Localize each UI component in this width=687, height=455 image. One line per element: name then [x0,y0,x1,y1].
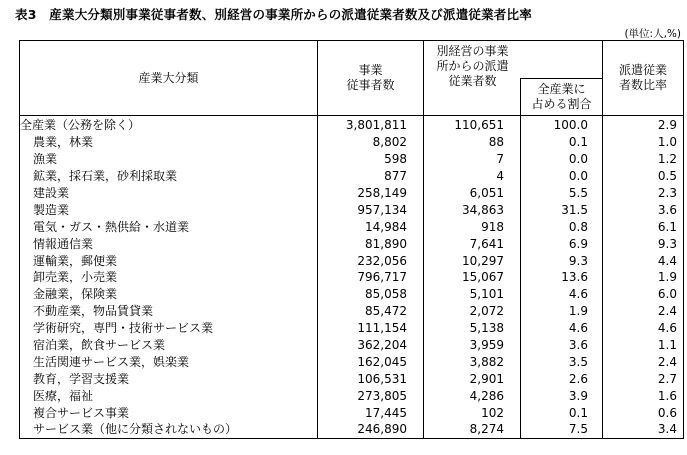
row-industry-name: 卸売業，小売業 [20,269,318,286]
row-ratio: 2.4 [603,303,684,320]
row-share: 7.5 [521,421,603,438]
row-share: 1.9 [521,303,603,320]
row-industry-name: 鉱業，採石業，砂利採取業 [20,168,318,185]
table-row [20,337,684,354]
table-row [20,387,684,404]
row-ratio: 1.1 [603,337,684,354]
row-dispatched: 10,297 [424,252,521,269]
header-share [521,79,603,116]
row-ratio: 4.4 [603,252,684,269]
row-share: 0.1 [521,134,603,151]
row-ratio: 6.0 [603,286,684,303]
row-industry-name: 生活関連サービス業，娯楽業 [20,353,318,370]
row-dispatched: 88 [424,134,521,151]
row-industry-name: 建設業 [20,185,318,202]
header-ratio [603,41,684,116]
row-dispatched: 918 [424,218,521,235]
row-dispatched: 7 [424,151,521,168]
row-dispatched: 34,863 [424,201,521,218]
header-workers-line1: 事業 [358,63,383,77]
row-share: 0.8 [521,218,603,235]
table-row [20,269,684,286]
table-title: 表3 産業大分類別事業従事者数、別経営の事業所からの派遣従業者数及び派遣従業者比率 [15,7,532,22]
row-industry-name: 複合サービス事業 [20,404,318,421]
header-dispatched-label [424,44,521,89]
row-ratio: 3.6 [603,201,684,218]
table-row [20,252,684,269]
row-industry-name: 漁業 [20,151,318,168]
row-dispatched: 4,286 [424,387,521,404]
row-share: 4.6 [521,286,603,303]
table-row [20,218,684,235]
row-ratio: 2.7 [603,370,684,387]
header-ratio-line1: 派遣従業 [618,63,667,77]
row-dispatched: 2,901 [424,370,521,387]
row-dispatched: 4 [424,168,521,185]
unit-note: (単位:人,%) [624,28,681,40]
row-industry-name: 農業，林業 [20,134,318,151]
row-workers: 598 [318,151,424,168]
row-share: 3.6 [521,337,603,354]
row-dispatched: 3,959 [424,337,521,354]
row-workers: 957,134 [318,201,424,218]
row-share: 2.6 [521,370,603,387]
row-industry-name: 製造業 [20,201,318,218]
table-row [20,168,684,185]
table-row [20,185,684,202]
row-industry-name: 教育，学習支援業 [20,370,318,387]
row-share: 0.0 [521,168,603,185]
row-ratio: 2.4 [603,353,684,370]
row-ratio: 1.6 [603,387,684,404]
table-row [20,116,684,134]
row-ratio: 6.1 [603,218,684,235]
row-share: 4.6 [521,320,603,337]
row-industry-name: 運輸業，郵便業 [20,252,318,269]
table-row [20,201,684,218]
header-share-line1: 全産業に [537,82,586,96]
row-share: 3.5 [521,353,603,370]
row-dispatched: 7,641 [424,235,521,252]
row-industry-name: 情報通信業 [20,235,318,252]
row-workers: 796,717 [318,269,424,286]
header-industry: 産業大分類 [20,41,318,116]
row-dispatched: 5,101 [424,286,521,303]
row-dispatched: 102 [424,404,521,421]
row-workers: 85,058 [318,286,424,303]
row-workers: 246,890 [318,421,424,438]
row-industry-name: 全産業（公務を除く） [20,116,318,134]
row-workers: 258,149 [318,185,424,202]
row-industry-name: 学術研究，専門・技術サービス業 [20,320,318,337]
row-dispatched: 3,882 [424,353,521,370]
row-workers: 14,984 [318,218,424,235]
row-workers: 17,445 [318,404,424,421]
row-share: 0.1 [521,404,603,421]
row-workers: 81,890 [318,235,424,252]
row-share: 13.6 [521,269,603,286]
table-header [20,41,684,116]
row-industry-name: サービス業（他に分類されないもの） [20,421,318,438]
row-share: 100.0 [521,116,603,134]
header-share-line2: 占める割合 [531,97,592,111]
row-dispatched: 6,051 [424,185,521,202]
table-row [20,370,684,387]
row-workers: 8,802 [318,134,424,151]
row-share: 0.0 [521,151,603,168]
row-ratio: 1.0 [603,134,684,151]
row-industry-name: 不動産業，物品賃貸業 [20,303,318,320]
table-row [20,286,684,303]
row-workers: 162,045 [318,353,424,370]
row-ratio: 3.4 [603,421,684,438]
row-dispatched: 8,274 [424,421,521,438]
header-dispatched-line2: 所からの派遣 [436,59,509,73]
row-ratio: 1.2 [603,151,684,168]
header-ratio-line2: 者数比率 [618,78,667,92]
header-dispatched-line1: 別経営の事業 [436,44,509,58]
row-share: 31.5 [521,201,603,218]
row-share: 6.9 [521,235,603,252]
row-workers: 3,801,811 [318,116,424,134]
row-workers: 362,204 [318,337,424,354]
table-row [20,235,684,252]
table-row [20,134,684,151]
table-row [20,421,684,438]
industry-table [19,40,684,439]
row-ratio: 0.5 [603,168,684,185]
row-ratio: 2.3 [603,185,684,202]
row-dispatched: 5,138 [424,320,521,337]
row-industry-name: 金融業，保険業 [20,286,318,303]
row-ratio: 9.3 [603,235,684,252]
row-ratio: 0.6 [603,404,684,421]
row-ratio: 2.9 [603,116,684,134]
row-ratio: 1.9 [603,269,684,286]
header-dispatched-line3: 従業者数 [448,74,497,88]
row-workers: 232,056 [318,252,424,269]
row-share: 3.9 [521,387,603,404]
row-share: 5.5 [521,185,603,202]
row-industry-name: 宿泊業，飲食サービス業 [20,337,318,354]
header-workers [318,41,424,116]
table-row [20,404,684,421]
table-row [20,151,684,168]
row-workers: 111,154 [318,320,424,337]
row-dispatched: 15,067 [424,269,521,286]
row-industry-name: 医療，福祉 [20,387,318,404]
row-dispatched: 110,651 [424,116,521,134]
row-ratio: 4.6 [603,320,684,337]
table-row [20,303,684,320]
table-row [20,353,684,370]
row-share: 9.3 [521,252,603,269]
row-dispatched: 2,072 [424,303,521,320]
row-workers: 85,472 [318,303,424,320]
header-workers-line2: 従事者数 [346,78,395,92]
table-row [20,320,684,337]
row-workers: 273,805 [318,387,424,404]
table-body [20,116,684,439]
row-workers: 106,531 [318,370,424,387]
row-industry-name: 電気・ガス・熱供給・水道業 [20,218,318,235]
row-workers: 877 [318,168,424,185]
